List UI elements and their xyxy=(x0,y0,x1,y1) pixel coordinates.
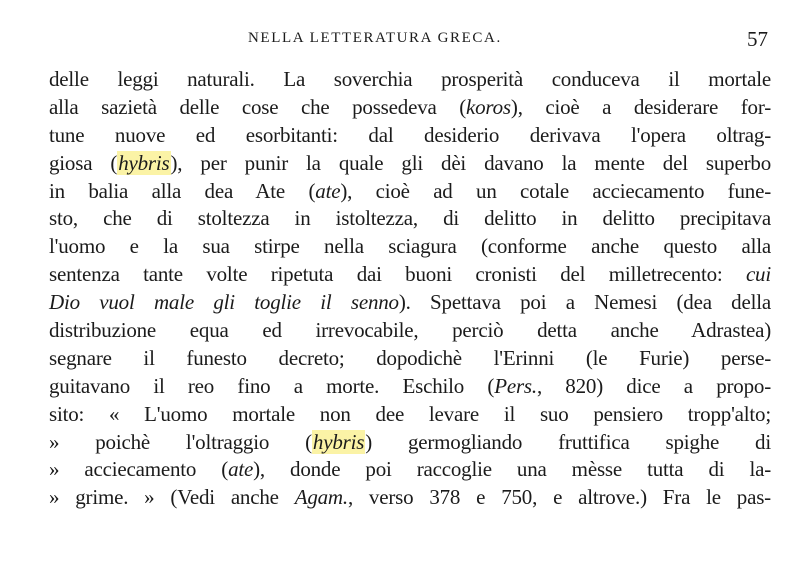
page-header xyxy=(48,27,768,56)
running-head: NELLA LETTERATURA GRECA. xyxy=(248,30,502,46)
italic-term: ate xyxy=(228,457,254,482)
text-line: » poichè l'oltraggio (hybris) germogliando fruttifica spighe di xyxy=(49,429,771,454)
italic-term: Agam. xyxy=(294,485,348,510)
highlighted-term: hybris xyxy=(312,429,365,454)
text-line: sto, che di stoltezza in istoltezza, di delitto in delitto precipitava xyxy=(49,206,771,231)
text-line: sito: « L'uomo mortale non dee levare il suo pensiero tropp'alto; xyxy=(49,401,771,426)
highlighted-term: hybris xyxy=(118,150,170,175)
page-number: 57 xyxy=(747,27,768,51)
text-line: tune nuove ed esorbitanti: dal desiderio derivava l'opera oltrag- xyxy=(49,122,771,147)
text-line: alla sazietà delle cose che possedeva (koros), cioè a desiderare for- xyxy=(49,94,771,119)
text-line: sentenza tante volte ripetuta dai buoni cronisti del milletrecento: cui xyxy=(49,262,771,287)
text-line: l'uomo e la sua stirpe nella sciagura (conforme anche questo alla xyxy=(49,234,771,259)
italic-term: Dio vuol male gli toglie il senno xyxy=(49,290,399,315)
italic-term: cui xyxy=(745,262,771,287)
text-line: distribuzione equa ed irrevocabile, perciò detta anche Adrastea) xyxy=(49,318,771,343)
text-line: in balia alla dea Ate (ate), cioè ad un cotale acciecamento fune- xyxy=(49,178,771,203)
text-line: guitavano il reo fino a morte. Eschilo (Pers., 820) dice a propo- xyxy=(49,373,771,398)
text-line: Dio vuol male gli toglie il senno). Spettava poi a Nemesi (dea della xyxy=(49,290,771,315)
italic-term: koros xyxy=(466,94,511,119)
body-text xyxy=(49,66,771,512)
text-line: » acciecamento (ate), donde poi raccoglie una mèsse tutta di la- xyxy=(49,457,771,482)
italic-term: Pers. xyxy=(494,373,537,398)
text-line: » grime. » (Vedi anche Agam., verso 378 e 750, e altrove.) Fra le pas- xyxy=(49,485,771,510)
text-line: delle leggi naturali. La soverchia prosperità conduceva il mortale xyxy=(49,67,771,91)
text-line: giosa (hybris), per punir la quale gli dèi davano la mente del superbo xyxy=(49,150,771,175)
italic-term: ate xyxy=(315,178,341,203)
text-line: segnare il funesto decreto; dopodichè l'Erinni (le Furie) perse- xyxy=(49,345,771,370)
